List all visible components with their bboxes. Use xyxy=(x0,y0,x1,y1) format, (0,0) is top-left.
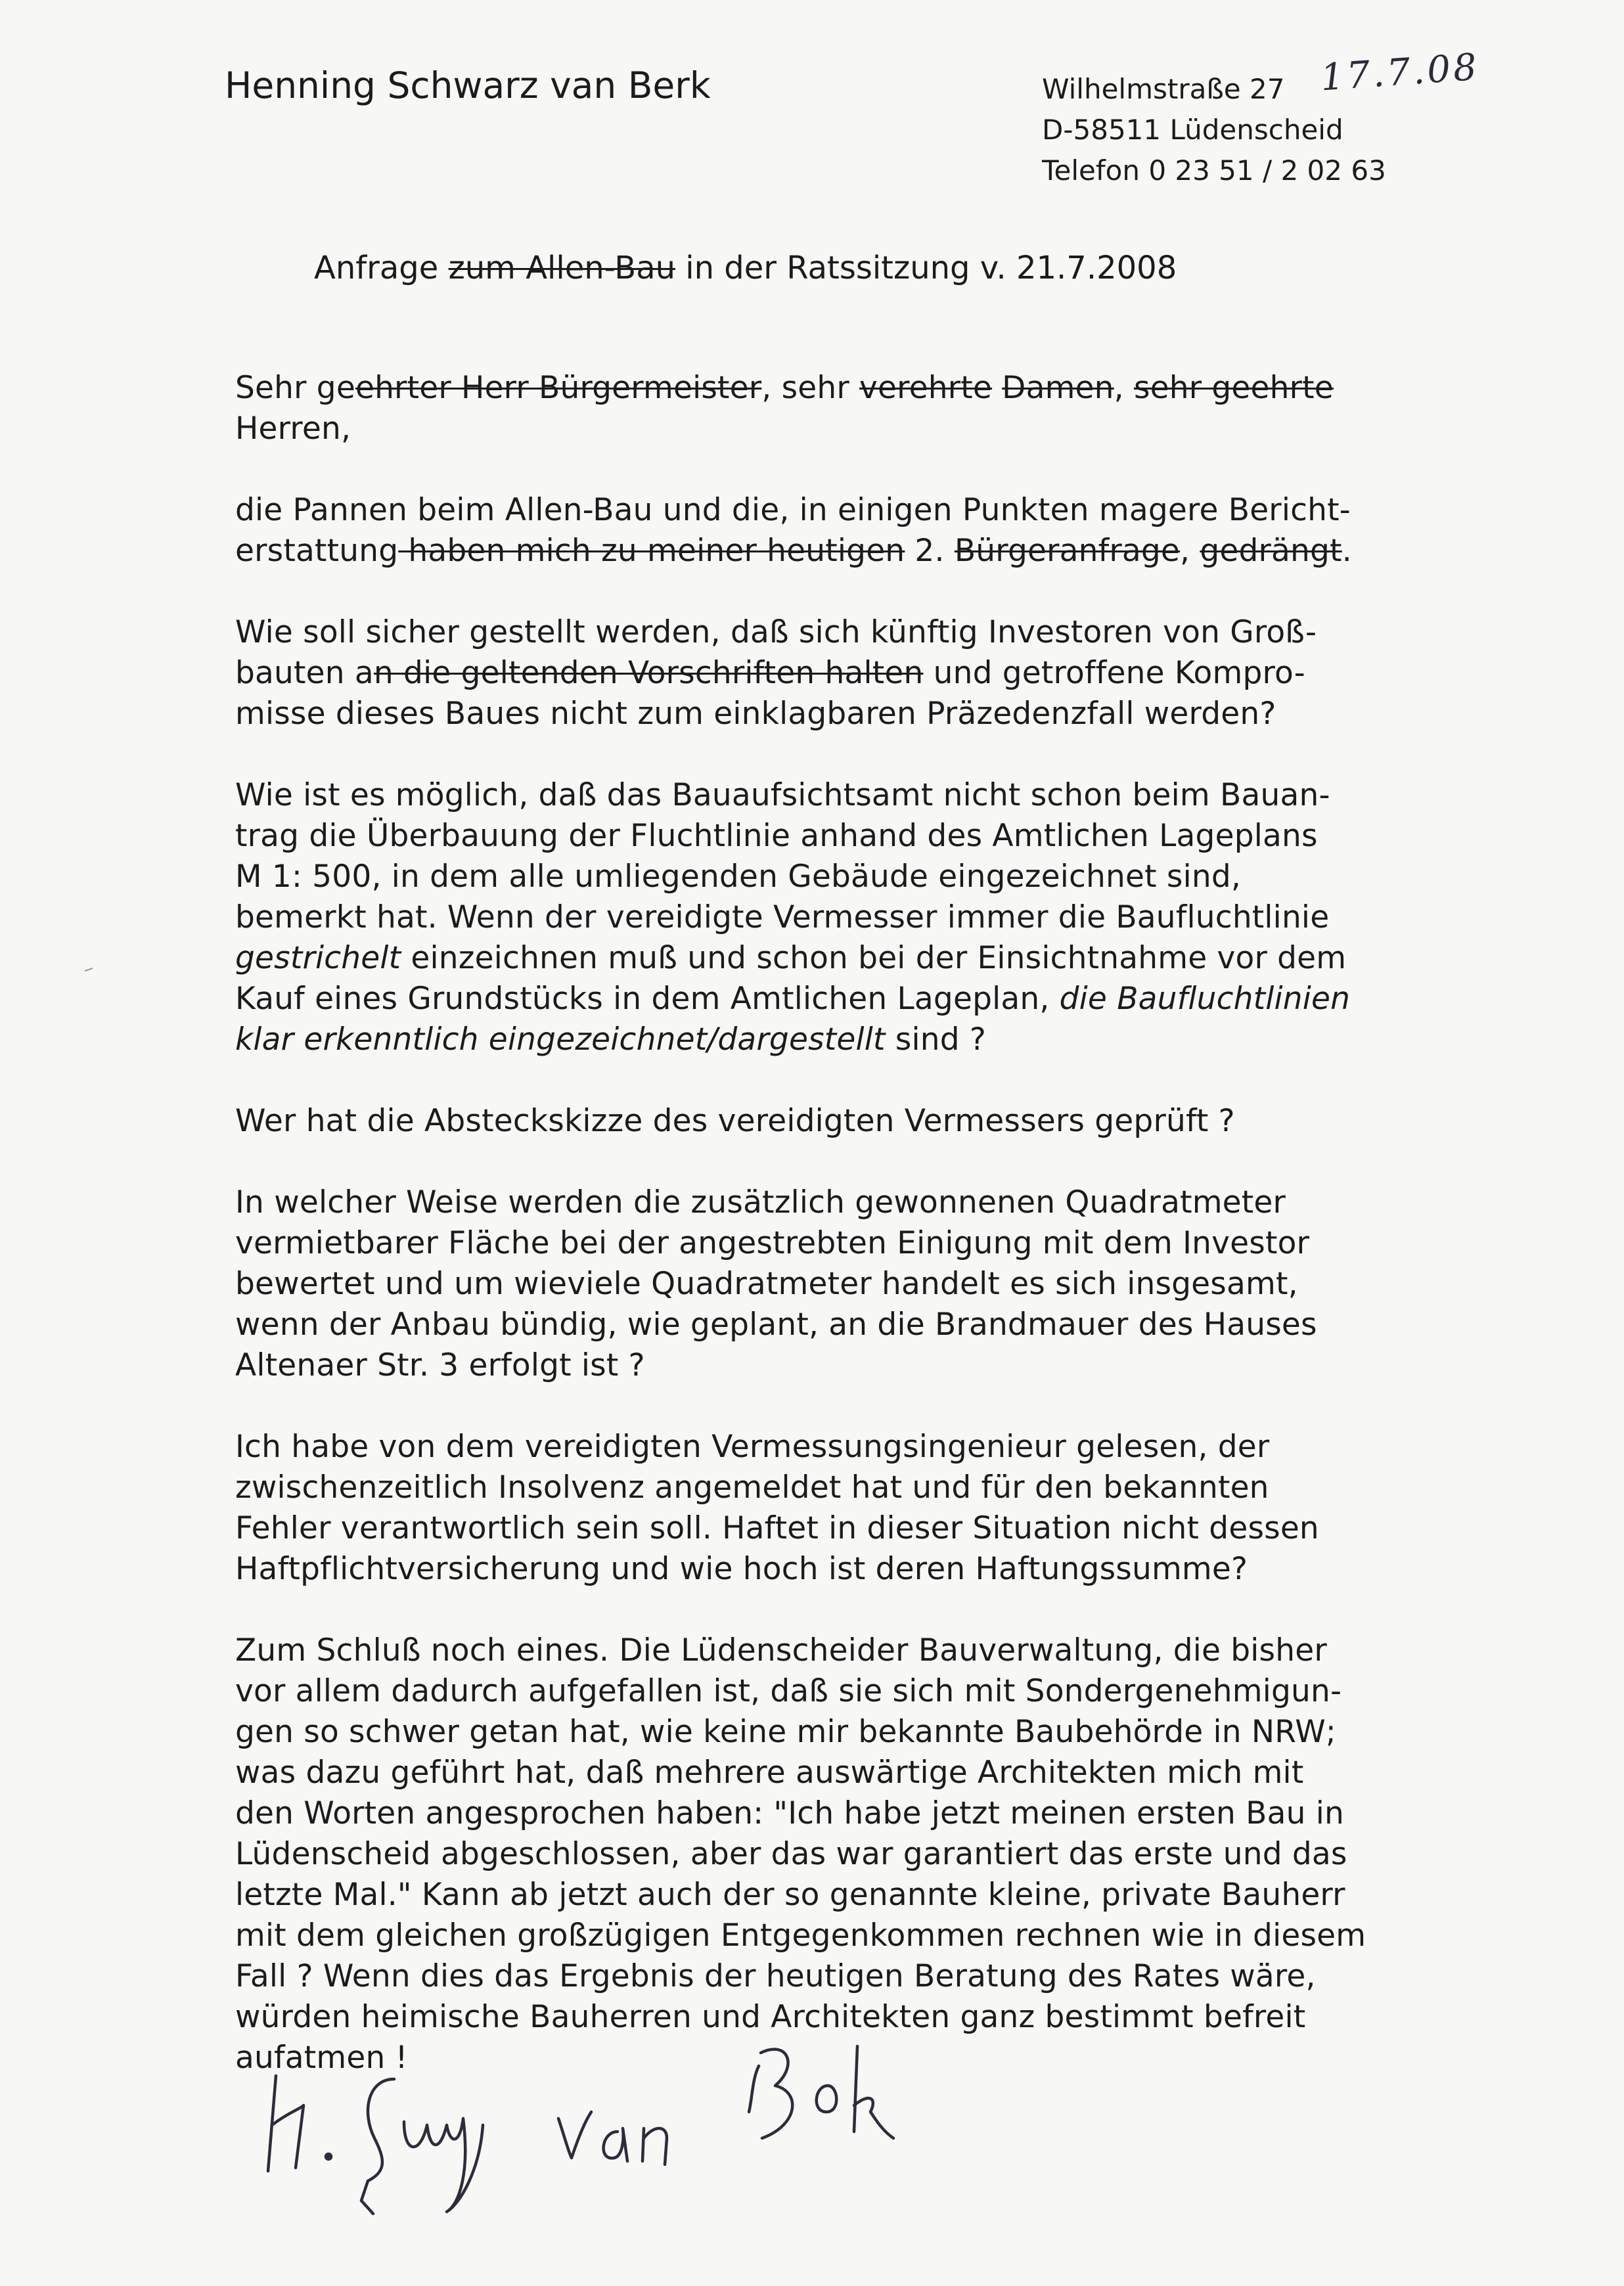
paragraph-line: Wer hat die Absteckskizze des vereidigten Vermessers geprüft ? xyxy=(235,1103,1235,1139)
paragraph-3 xyxy=(235,775,1447,1060)
paragraph-line: zwischenzeitlich Insolvenz angemeldet hat und für den bekannten xyxy=(235,1469,1269,1506)
salutation xyxy=(235,368,1447,449)
salutation-struck: ehrter Herr Bürgermeister xyxy=(355,370,762,406)
paragraph-line: vor allem dadurch aufgefallen ist, daß sie sich mit Sondergenehmigun- xyxy=(235,1673,1342,1709)
paragraph-line: bewertet und um wieviele Quadratmeter handelt es sich insgesamt, xyxy=(235,1266,1298,1302)
paragraph-line: letzte Mal." Kann ab jetzt auch der so genannte kleine, private Bauherr xyxy=(235,1877,1345,1913)
paragraph-line: Ich habe von dem vereidigten Vermessungsingenieur gelesen, der xyxy=(235,1429,1270,1465)
salutation-struck: Damen xyxy=(1002,370,1114,406)
paragraph-line: was dazu geführt hat, daß mehrere auswärtige Architekten mich mit xyxy=(235,1755,1304,1791)
letter-body xyxy=(235,368,1447,2078)
text-run: und getroffene Kompro- xyxy=(923,655,1305,691)
handwritten-date: 17.7.08 xyxy=(1319,45,1481,100)
subject-line xyxy=(314,250,1177,286)
paragraph-line: bemerkt hat. Wenn der vereidigte Vermesser immer die Baufluchtlinie xyxy=(235,899,1330,935)
struck-text: n die geltenden Vorschriften halten xyxy=(373,655,924,691)
paragraph-line: misse dieses Baues nicht zum einklagbaren Präzedenzfall werden? xyxy=(235,696,1276,732)
paragraph-line: vermietbarer Fläche bei der angestrebten Einigung mit dem Investor xyxy=(235,1225,1310,1261)
paragraph-line: mit dem gleichen großzügigen Entgegenkommen rechnen wie in diesem xyxy=(235,1917,1366,1954)
salutation-text xyxy=(992,370,1002,406)
paragraph-line xyxy=(235,938,1447,979)
salutation-text: , xyxy=(1114,370,1134,406)
paragraph-line: Wie soll sicher gestellt werden, daß sich künftig Investoren von Groß- xyxy=(235,614,1317,650)
text-run: erstattung xyxy=(235,533,399,569)
address-street: Wilhelmstraße 27 xyxy=(1042,73,1285,105)
paragraph-5 xyxy=(235,1182,1447,1386)
paragraph-line: würden heimische Bauherren und Architekten ganz bestimmt befreit xyxy=(235,1999,1306,2035)
sender-name: Henning Schwarz van Berk xyxy=(225,64,711,106)
paragraph-line: trag die Überbauung der Fluchtlinie anhand des Amtlichen Lageplans xyxy=(235,818,1318,854)
paragraph-line xyxy=(235,1020,1447,1060)
paragraph-line xyxy=(235,979,1447,1020)
text-run: 2. xyxy=(905,533,955,569)
paragraph-line: Altenaer Str. 3 erfolgt ist ? xyxy=(235,1347,645,1383)
italic-text: gestrichelt xyxy=(235,940,401,976)
italic-text: klar erkenntlich eingezeichnet/dargestellt xyxy=(235,1021,886,1058)
paragraph-line: die Pannen beim Allen-Bau und die, in einigen Punkten magere Bericht- xyxy=(235,492,1351,528)
text-run: sind ? xyxy=(885,1021,987,1058)
paragraph-line: M 1: 500, in dem alle umliegenden Gebäude eingezeichnet sind, xyxy=(235,859,1242,895)
paragraph-line xyxy=(235,653,1447,694)
salutation-struck: verehrte xyxy=(859,370,993,406)
paragraph-line: Lüdenscheid abgeschlossen, aber das war garantiert das erste und das xyxy=(235,1836,1347,1872)
subject-post: in der Ratssitzung v. 21.7.2008 xyxy=(675,250,1177,286)
paragraph-6 xyxy=(235,1427,1447,1590)
italic-text: die Baufluchtlinien xyxy=(1059,981,1351,1017)
subject-struck: zum Allen-Bau xyxy=(448,250,676,286)
paragraph-line: den Worten angesprochen haben: "Ich habe jetzt meinen ersten Bau in xyxy=(235,1795,1345,1831)
paragraph-line: Fall ? Wenn dies das Ergebnis der heutigen Beratung des Rates wäre, xyxy=(235,1958,1316,1994)
paragraph-line: Wie ist es möglich, daß das Bauaufsichtsamt nicht schon beim Bauan- xyxy=(235,777,1330,813)
paragraph-line: Fehler verantwortlich sein soll. Haftet in dieser Situation nicht dessen xyxy=(235,1510,1319,1546)
paragraph-4 xyxy=(235,1101,1447,1142)
paragraph-line: Haftpflichtversicherung und wie hoch ist deren Haftungssumme? xyxy=(235,1551,1248,1587)
text-run: bauten a xyxy=(235,655,374,691)
stray-mark xyxy=(84,967,93,972)
subject-pre: Anfrage xyxy=(314,250,449,286)
paragraph-1 xyxy=(235,490,1447,572)
paragraph-line: In welcher Weise werden die zusätzlich gewonnenen Quadratmeter xyxy=(235,1184,1286,1221)
text-run: Kauf eines Grundstücks in dem Amtlichen Lageplan, xyxy=(235,981,1060,1017)
address-phone: Telefon 0 23 51 / 2 02 63 xyxy=(1042,154,1386,187)
text-run: einzeichnen muß und schon bei der Einsichtnahme vor dem xyxy=(401,940,1347,976)
paragraph-7 xyxy=(235,1630,1447,2078)
handwritten-signature xyxy=(263,2040,907,2217)
salutation-line-1 xyxy=(235,368,1447,409)
address-city: D-58511 Lüdenscheid xyxy=(1042,114,1343,146)
struck-text: gedrängt xyxy=(1200,533,1342,569)
paragraph-line xyxy=(235,531,1447,572)
salutation-text: Sehr ge xyxy=(235,370,355,406)
struck-text: haben mich zu meiner heutigen xyxy=(398,533,905,569)
salutation-struck: sehr geehrte xyxy=(1133,370,1334,406)
text-run: , xyxy=(1180,533,1200,569)
paragraph-line: wenn der Anbau bündig, wie geplant, an die Brandmauer des Hauses xyxy=(235,1307,1317,1343)
paragraph-line: gen so schwer getan hat, wie keine mir bekannte Baubehörde in NRW; xyxy=(235,1714,1336,1750)
paragraph-line: Zum Schluß noch eines. Die Lüdenscheider Bauverwaltung, die bisher xyxy=(235,1632,1327,1669)
paragraph-line: aufatmen ! xyxy=(235,2040,408,2076)
struck-text: Bürgeranfrage xyxy=(954,533,1181,569)
salutation-text: , sehr xyxy=(761,370,860,406)
text-run: . xyxy=(1342,533,1352,569)
salutation-line-2: Herren, xyxy=(235,411,351,447)
paragraph-2 xyxy=(235,612,1447,734)
